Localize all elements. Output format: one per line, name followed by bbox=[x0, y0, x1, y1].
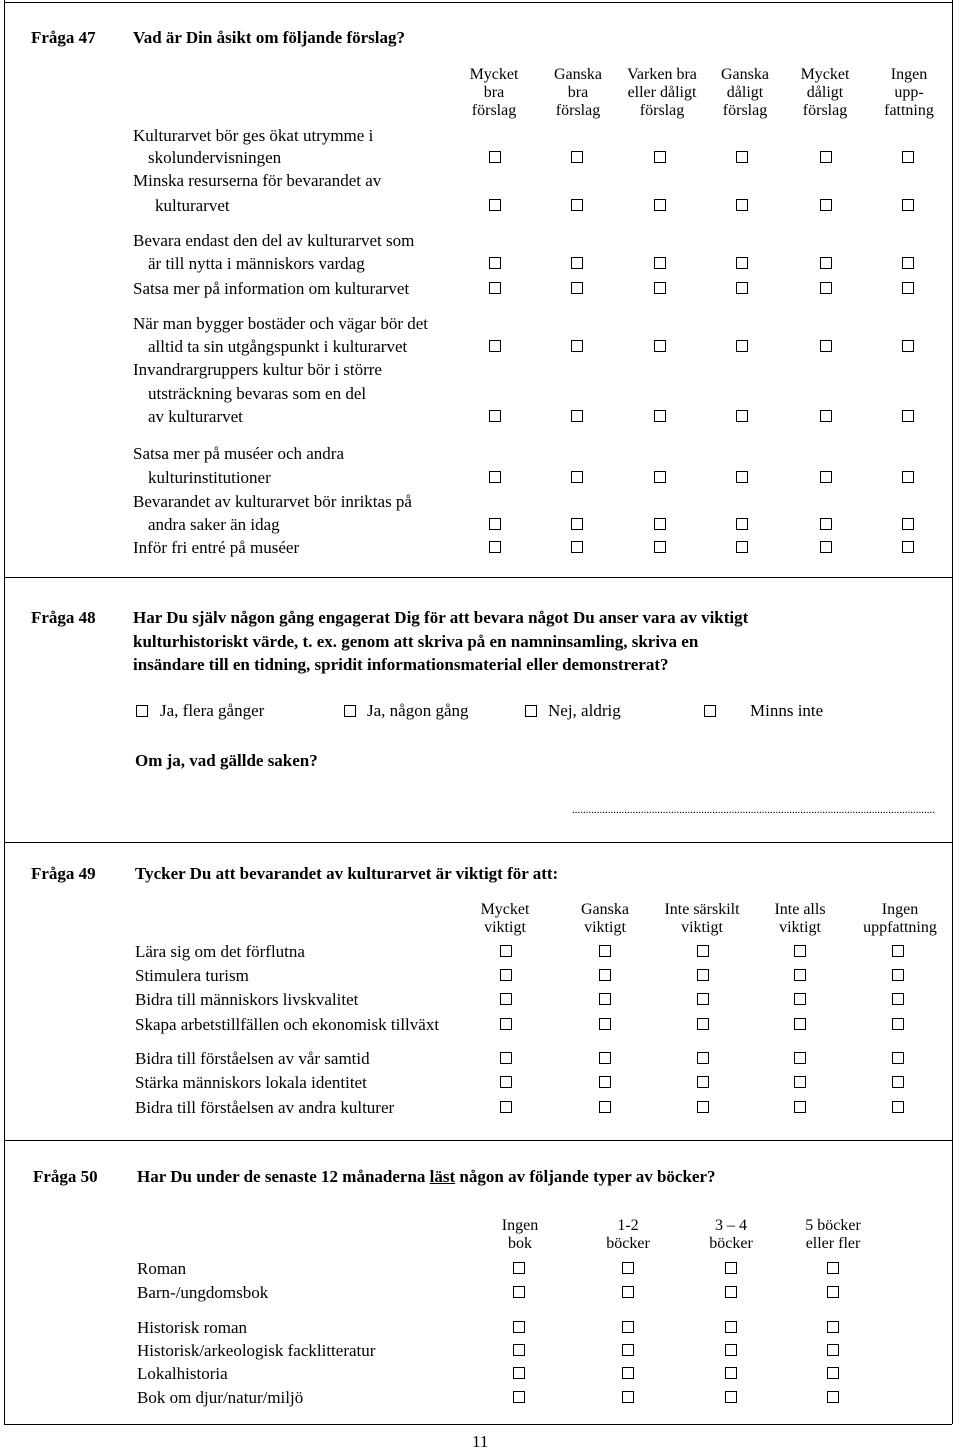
book-type-label: Lokalhistoria bbox=[137, 1364, 228, 1383]
statement-text: andra saker än idag bbox=[148, 515, 280, 534]
checkbox[interactable] bbox=[725, 1367, 737, 1379]
checkbox[interactable] bbox=[697, 1101, 709, 1113]
question-label: Fråga 47 bbox=[31, 28, 96, 47]
checkbox[interactable] bbox=[902, 471, 914, 483]
checkbox[interactable] bbox=[599, 1052, 611, 1064]
statement-text: skolundervisningen bbox=[148, 148, 282, 167]
checkbox[interactable] bbox=[827, 1321, 839, 1333]
frame-left-border bbox=[4, 0, 5, 1424]
option-label: Nej, aldrig bbox=[548, 701, 621, 720]
checkbox[interactable] bbox=[736, 410, 748, 422]
checkbox[interactable] bbox=[827, 1367, 839, 1379]
checkbox[interactable] bbox=[500, 1018, 512, 1030]
column-header: Mycket dåligt förslag bbox=[800, 66, 850, 119]
checkbox[interactable] bbox=[892, 969, 904, 981]
statement-text: alltid ta sin utgångspunkt i kulturarvet bbox=[148, 337, 408, 356]
checkbox[interactable] bbox=[820, 518, 832, 530]
checkbox[interactable] bbox=[725, 1286, 737, 1298]
checkbox[interactable] bbox=[654, 257, 666, 269]
checkbox[interactable] bbox=[599, 1076, 611, 1088]
statement-text: utsträckning bevaras som en del bbox=[148, 384, 367, 403]
checkbox[interactable] bbox=[136, 705, 148, 717]
checkbox[interactable] bbox=[736, 471, 748, 483]
checkbox[interactable] bbox=[654, 340, 666, 352]
followup-question: Om ja, vad gällde saken? bbox=[135, 751, 318, 770]
checkbox[interactable] bbox=[489, 282, 501, 294]
frame-bottom-border bbox=[4, 1424, 952, 1425]
checkbox[interactable] bbox=[622, 1367, 634, 1379]
checkbox[interactable] bbox=[820, 257, 832, 269]
column-header: Varken bra eller dåligt förslag bbox=[627, 66, 697, 119]
checkbox[interactable] bbox=[513, 1367, 525, 1379]
statement-text: Skapa arbetstillfällen och ekonomisk tillväxt bbox=[135, 1015, 440, 1034]
checkbox[interactable] bbox=[489, 199, 501, 211]
checkbox[interactable] bbox=[794, 945, 806, 957]
column-header: 3 – 4 böcker bbox=[709, 1217, 753, 1252]
checkbox[interactable] bbox=[827, 1344, 839, 1356]
checkbox[interactable] bbox=[892, 1018, 904, 1030]
statement-text: Bidra till förståelsen av vår samtid bbox=[135, 1049, 370, 1068]
checkbox[interactable] bbox=[902, 282, 914, 294]
checkbox[interactable] bbox=[902, 151, 914, 163]
book-type-label: Historisk roman bbox=[137, 1318, 248, 1337]
checkbox[interactable] bbox=[513, 1344, 525, 1356]
column-header: Ingen bok bbox=[501, 1217, 539, 1252]
book-type-label: Bok om djur/natur/miljö bbox=[137, 1388, 304, 1407]
checkbox[interactable] bbox=[571, 340, 583, 352]
checkbox[interactable] bbox=[654, 151, 666, 163]
checkbox[interactable] bbox=[571, 518, 583, 530]
checkbox[interactable] bbox=[500, 945, 512, 957]
checkbox[interactable] bbox=[697, 1052, 709, 1064]
checkbox[interactable] bbox=[571, 410, 583, 422]
checkbox[interactable] bbox=[725, 1391, 737, 1403]
checkbox[interactable] bbox=[820, 199, 832, 211]
checkbox[interactable] bbox=[489, 151, 501, 163]
checkbox[interactable] bbox=[500, 969, 512, 981]
checkbox[interactable] bbox=[892, 1076, 904, 1088]
statement-text: Stärka människors lokala identitet bbox=[135, 1073, 367, 1092]
checkbox[interactable] bbox=[489, 518, 501, 530]
checkbox[interactable] bbox=[571, 199, 583, 211]
checkbox[interactable] bbox=[571, 151, 583, 163]
question-text-line: kulturhistoriskt värde, t. ex. genom att skriva på en namninsamling, skriva en bbox=[133, 632, 699, 651]
book-type-label: Roman bbox=[137, 1259, 187, 1278]
checkbox[interactable] bbox=[827, 1286, 839, 1298]
statement-text: är till nytta i människors vardag bbox=[148, 254, 365, 273]
checkbox[interactable] bbox=[794, 1101, 806, 1113]
book-type-label: Historisk/arkeologisk facklitteratur bbox=[137, 1341, 376, 1360]
column-header: Inte särskilt viktigt bbox=[664, 901, 740, 936]
column-header: Mycket bra förslag bbox=[469, 66, 519, 119]
option-label: Minns inte bbox=[750, 701, 824, 720]
column-header: Mycket viktigt bbox=[480, 901, 530, 936]
book-type-label: Barn-/ungdomsbok bbox=[137, 1283, 269, 1302]
statement-text: Minska resurserna för bevarandet av bbox=[133, 171, 382, 190]
statement-text: Satsa mer på information om kulturarvet bbox=[133, 279, 410, 298]
checkbox[interactable] bbox=[697, 993, 709, 1005]
checkbox[interactable] bbox=[599, 1101, 611, 1113]
checkbox[interactable] bbox=[500, 993, 512, 1005]
checkbox[interactable] bbox=[513, 1286, 525, 1298]
checkbox[interactable] bbox=[794, 969, 806, 981]
checkbox[interactable] bbox=[902, 541, 914, 553]
checkbox[interactable] bbox=[736, 199, 748, 211]
checkbox[interactable] bbox=[697, 1018, 709, 1030]
statement-text: Stimulera turism bbox=[135, 966, 249, 985]
checkbox[interactable] bbox=[344, 705, 356, 717]
option-label: Ja, någon gång bbox=[367, 701, 469, 720]
statement-text: kulturarvet bbox=[155, 196, 230, 215]
checkbox[interactable] bbox=[599, 969, 611, 981]
checkbox[interactable] bbox=[697, 1076, 709, 1088]
column-header: 1-2 böcker bbox=[606, 1217, 650, 1252]
checkbox[interactable] bbox=[622, 1391, 634, 1403]
checkbox[interactable] bbox=[525, 705, 537, 717]
checkbox[interactable] bbox=[500, 1076, 512, 1088]
checkbox[interactable] bbox=[500, 1101, 512, 1113]
answer-dotted-line[interactable]: .................................................................................................................................... bbox=[572, 804, 935, 816]
checkbox[interactable] bbox=[571, 282, 583, 294]
column-header: Ganska dåligt förslag bbox=[721, 66, 769, 119]
checkbox[interactable] bbox=[794, 1076, 806, 1088]
statement-text: När man bygger bostäder och vägar bör det bbox=[133, 314, 429, 333]
statement-text: Satsa mer på muséer och andra bbox=[133, 444, 344, 463]
statement-text: Inför fri entré på muséer bbox=[133, 538, 300, 557]
checkbox[interactable] bbox=[489, 340, 501, 352]
question-title: Tycker Du att bevarandet av kulturarvet är viktigt för att: bbox=[135, 864, 559, 883]
checkbox[interactable] bbox=[704, 705, 716, 717]
checkbox[interactable] bbox=[736, 282, 748, 294]
checkbox[interactable] bbox=[736, 518, 748, 530]
checkbox[interactable] bbox=[827, 1391, 839, 1403]
section-divider bbox=[4, 577, 952, 578]
checkbox[interactable] bbox=[892, 945, 904, 957]
checkbox[interactable] bbox=[820, 541, 832, 553]
checkbox[interactable] bbox=[599, 945, 611, 957]
column-header: Ingen upp- fattning bbox=[884, 66, 934, 119]
option-label: Ja, flera gånger bbox=[160, 701, 265, 720]
checkbox[interactable] bbox=[820, 282, 832, 294]
frame-right-border bbox=[952, 0, 953, 1424]
checkbox[interactable] bbox=[622, 1344, 634, 1356]
checkbox[interactable] bbox=[725, 1321, 737, 1333]
checkbox[interactable] bbox=[571, 471, 583, 483]
checkbox[interactable] bbox=[902, 410, 914, 422]
section-divider bbox=[4, 1140, 952, 1141]
checkbox[interactable] bbox=[489, 471, 501, 483]
checkbox[interactable] bbox=[736, 151, 748, 163]
checkbox[interactable] bbox=[697, 969, 709, 981]
checkbox[interactable] bbox=[736, 340, 748, 352]
checkbox[interactable] bbox=[489, 410, 501, 422]
checkbox[interactable] bbox=[599, 993, 611, 1005]
column-header: Ganska bra förslag bbox=[554, 66, 602, 119]
checkbox[interactable] bbox=[794, 1052, 806, 1064]
checkbox[interactable] bbox=[513, 1321, 525, 1333]
checkbox[interactable] bbox=[654, 471, 666, 483]
checkbox[interactable] bbox=[902, 199, 914, 211]
checkbox[interactable] bbox=[599, 1018, 611, 1030]
checkbox[interactable] bbox=[892, 1052, 904, 1064]
statement-text: Invandrargruppers kultur bör i större bbox=[133, 360, 382, 379]
question-label: Fråga 49 bbox=[31, 864, 96, 883]
checkbox[interactable] bbox=[622, 1262, 634, 1274]
checkbox[interactable] bbox=[892, 993, 904, 1005]
checkbox[interactable] bbox=[794, 993, 806, 1005]
checkbox[interactable] bbox=[571, 257, 583, 269]
checkbox[interactable] bbox=[820, 410, 832, 422]
checkbox[interactable] bbox=[489, 257, 501, 269]
checkbox[interactable] bbox=[489, 541, 501, 553]
checkbox[interactable] bbox=[513, 1262, 525, 1274]
question-text-line: Har Du själv någon gång engagerat Dig för att bevara något Du anser vara av viktigt bbox=[133, 608, 749, 627]
checkbox[interactable] bbox=[513, 1391, 525, 1403]
question-title: Vad är Din åsikt om följande förslag? bbox=[133, 28, 406, 47]
column-header: 5 böcker eller fler bbox=[805, 1217, 861, 1252]
checkbox[interactable] bbox=[654, 410, 666, 422]
checkbox[interactable] bbox=[736, 541, 748, 553]
question-label: Fråga 48 bbox=[31, 608, 96, 627]
checkbox[interactable] bbox=[902, 518, 914, 530]
checkbox[interactable] bbox=[820, 151, 832, 163]
question-title: Har Du under de senaste 12 månaderna läst någon av följande typer av böcker? bbox=[137, 1167, 716, 1186]
checkbox[interactable] bbox=[654, 541, 666, 553]
statement-text: kulturinstitutioner bbox=[148, 468, 271, 487]
checkbox[interactable] bbox=[654, 282, 666, 294]
page-number: 11 bbox=[472, 1432, 489, 1451]
statement-text: Kulturarvet bör ges ökat utrymme i bbox=[133, 126, 374, 145]
checkbox[interactable] bbox=[654, 518, 666, 530]
statement-text: Bevara endast den del av kulturarvet som bbox=[133, 231, 415, 250]
checkbox[interactable] bbox=[820, 340, 832, 352]
checkbox[interactable] bbox=[902, 257, 914, 269]
checkbox[interactable] bbox=[697, 945, 709, 957]
checkbox[interactable] bbox=[725, 1344, 737, 1356]
checkbox[interactable] bbox=[902, 340, 914, 352]
statement-text: Bidra till människors livskvalitet bbox=[135, 990, 359, 1009]
checkbox[interactable] bbox=[725, 1262, 737, 1274]
statement-text: av kulturarvet bbox=[148, 407, 243, 426]
checkbox[interactable] bbox=[794, 1018, 806, 1030]
frame-top-border bbox=[4, 2, 952, 3]
checkbox[interactable] bbox=[820, 471, 832, 483]
statement-text: Lära sig om det förflutna bbox=[135, 942, 305, 961]
checkbox[interactable] bbox=[571, 541, 583, 553]
checkbox[interactable] bbox=[736, 257, 748, 269]
checkbox[interactable] bbox=[892, 1101, 904, 1113]
statement-text: Bidra till förståelsen av andra kulturer bbox=[135, 1098, 395, 1117]
statement-text: Bevarandet av kulturarvet bör inriktas på bbox=[133, 492, 412, 511]
column-header: Inte alls viktigt bbox=[774, 901, 826, 936]
checkbox[interactable] bbox=[500, 1052, 512, 1064]
emphasis-underlined: läst bbox=[429, 1167, 456, 1186]
column-header: Ingen uppfattning bbox=[863, 901, 937, 936]
section-divider bbox=[4, 842, 952, 843]
column-header: Ganska viktigt bbox=[581, 901, 629, 936]
checkbox[interactable] bbox=[654, 199, 666, 211]
question-text-line: insändare till en tidning, spridit informationsmaterial eller demonstrerat? bbox=[133, 655, 669, 674]
checkbox[interactable] bbox=[827, 1262, 839, 1274]
checkbox[interactable] bbox=[622, 1321, 634, 1333]
checkbox[interactable] bbox=[622, 1286, 634, 1298]
question-label: Fråga 50 bbox=[33, 1167, 98, 1186]
